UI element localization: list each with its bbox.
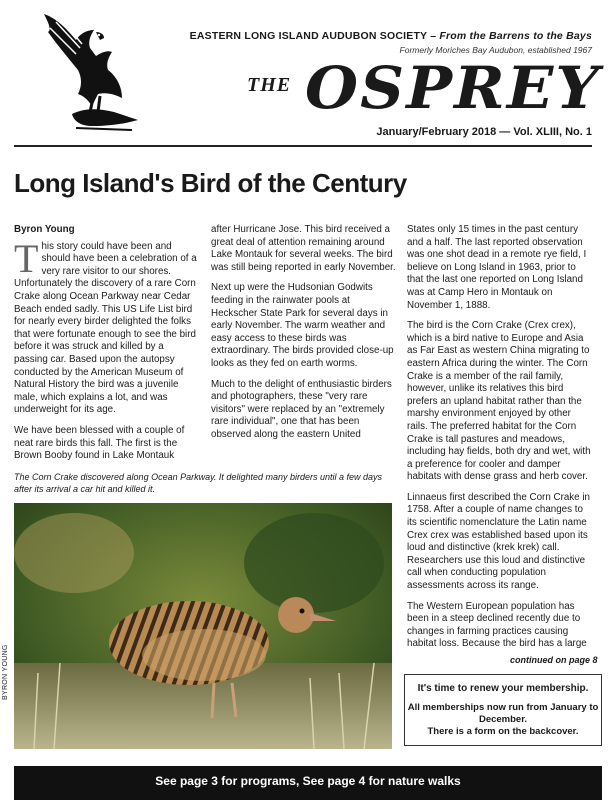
continued-link[interactable]: continued on page 8 <box>510 655 598 665</box>
byline: Byron Young <box>14 224 75 235</box>
article-headline: Long Island's Bird of the Century <box>14 168 407 198</box>
osprey-logo-icon <box>36 8 144 138</box>
renewal-line-1: It's time to renew your membership. <box>417 683 589 694</box>
dropcap: T <box>14 235 39 281</box>
formerly-line: Formerly Moriches Bay Audubon, established 1967 <box>399 45 592 55</box>
paragraph-text: his story could have been and should have been a celebration of a very rare visitor to our shores. Unfortunately the discovery of a rare Corn Crake along Ocean Parkway near Cedar Beach ended sadly. This US Life List bird for nearly every birder delighted the folks that were fortunate enough to see the bird before it was struck and killed by a passing car. Based upon the autopsy conducted by the American Museum of Natural History the bird was a juvenile male, which explains a lot, and was underweight for its age. <box>14 240 197 416</box>
masthead <box>245 54 601 126</box>
paragraph: States only 15 times in the past century and a half. The last reported observation was one shot dead in a remote rye field, I believe on Long Island in 1963, prior to that the last one reported on Long Island was at Camp Hero in Montauk on November 1, 1888. <box>407 224 587 311</box>
paragraph: We have been blessed with a couple of neat rare birds this fall. The first is the Brown Booby found in Lake Montauk <box>14 424 185 462</box>
article-column-3 <box>407 224 593 659</box>
paragraph <box>14 235 200 417</box>
footer-bar <box>14 766 602 800</box>
paragraph: Much to the delight of enthusiastic birders and photographers, these "very rare visitors" were replaced by an "extremely rare individual", one that has been observed along the eastern United <box>211 378 392 440</box>
photo-caption: The Corn Crake discovered along Ocean Parkway. It delighted many birders until a few days after its arrival a car hit and killed it. <box>14 472 383 494</box>
paragraph: Linnaeus first described the Corn Crake in 1758. After a couple of name changes to its scientific nomenclature the Latin name Crex crex was established based upon its loud and distinctive (krek krek) call. Researchers use this loud and distinctive call when conducting population assessments across its range. <box>407 491 590 592</box>
paragraph: The Western European population has been in a steep declined recently due to changes in farming practices causing habitat loss. Because the bird has a large <box>407 600 587 650</box>
article-column-2 <box>211 224 397 450</box>
masthead-title: OSPREY <box>305 54 601 122</box>
org-name <box>190 30 592 42</box>
article-column-1 <box>14 224 200 471</box>
corn-crake-image <box>14 503 392 749</box>
footer-text: See page 3 for programs, See page 4 for nature walks <box>155 774 461 788</box>
corn-crake-photo <box>14 503 392 749</box>
renewal-line-3: There is a form on the backcover. <box>427 726 579 737</box>
paragraph: after Hurricane Jose. This bird received a great deal of attention remaining around Lake Montauk for several weeks. The bird was still being reported in early November. <box>211 224 396 273</box>
paragraph: Next up were the Hudsonian Godwits feeding in the rainwater pools at Heckscher State Park for several days in early November. The warm weather and easy access to these birds was extraordinary. The birds provided close-up looks as they fed on earth worms. <box>211 282 394 369</box>
org-tagline: – From the Barrens to the Bays <box>430 30 592 42</box>
photo-credit: BYRON YOUNG <box>2 644 9 700</box>
renewal-box <box>404 674 602 746</box>
masthead-the: THE <box>247 74 292 96</box>
header-rule <box>14 145 592 147</box>
org-name-text: EASTERN LONG ISLAND AUDUBON SOCIETY <box>189 30 428 42</box>
paragraph: The bird is the Corn Crake (Crex crex), which is a bird native to Europe and Asia as Far East as western China migrating to eastern Africa during the winter. The Corn Crake is a member of the rail family, however, unlike its relatives this bird prefers an upland habitat rather than the marshy environment enjoyed by other rails. The preferred habitat for the Corn Crake is tall pastures and meadows, including hay fields, both dry and wet, with a preference for cooler and damper habitats with dense grass and herb cover. <box>407 320 591 483</box>
issue-line: January/February 2018 — Vol. XLIII, No. 1 <box>376 126 592 138</box>
renewal-line-2: All memberships now run from January to December. <box>407 702 599 725</box>
